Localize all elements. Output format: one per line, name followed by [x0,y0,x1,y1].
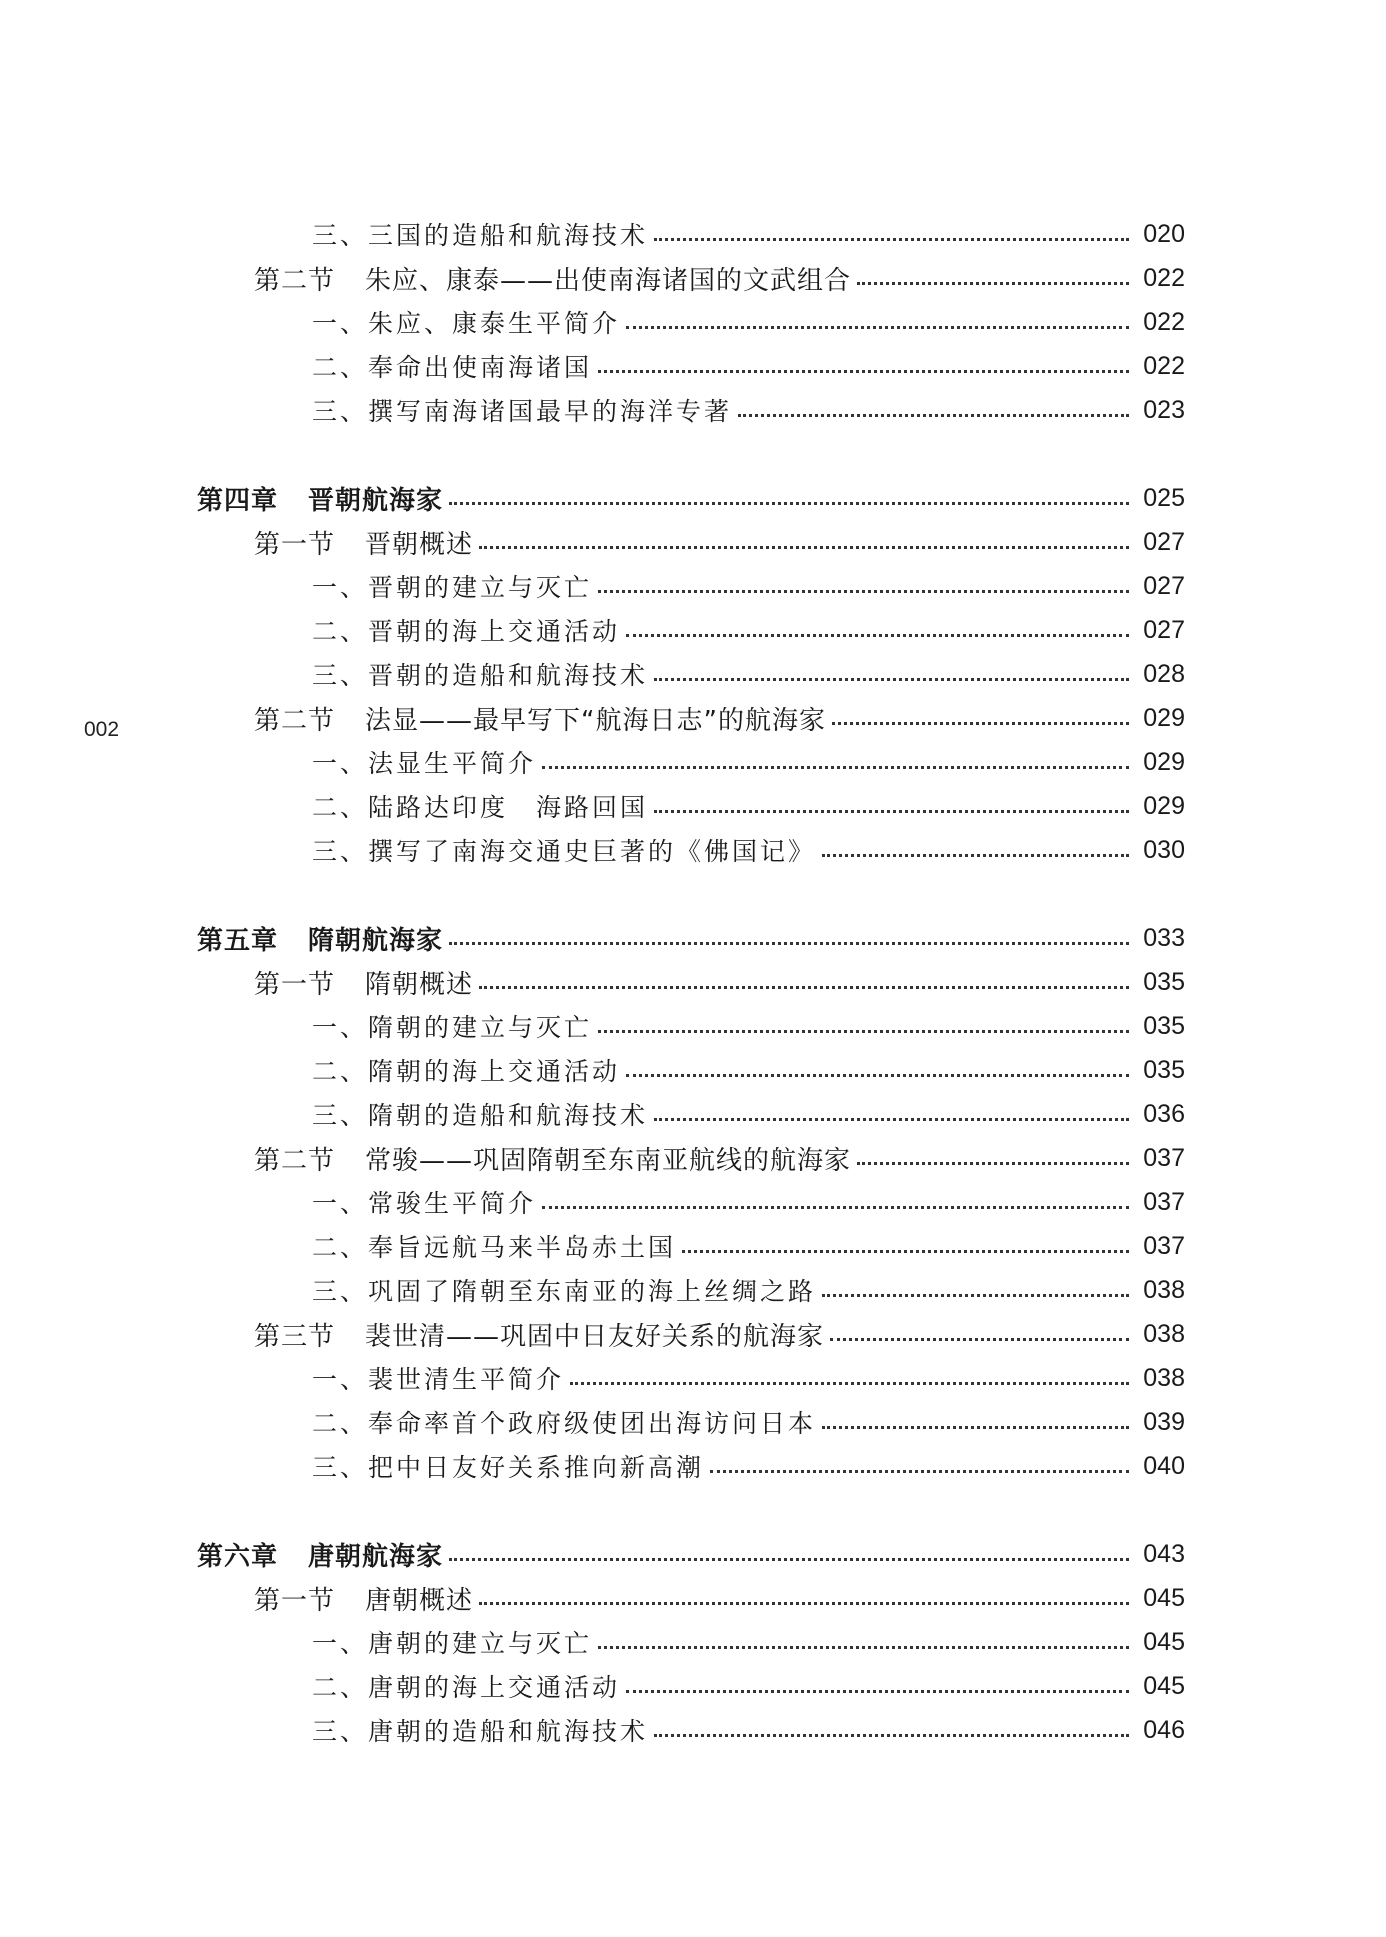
dot-leader [738,414,1129,417]
toc-item-title [312,656,648,692]
dot-leader [682,1250,1129,1253]
toc-section-label: 第二节 [254,1145,336,1176]
toc-item-text: 二、奉命出使南海诸国 [312,353,593,382]
toc-item-text: 一、晋朝的建立与灭亡 [312,573,593,602]
dot-leader [822,854,1129,857]
dot-leader [449,502,1129,505]
dot-leader [857,282,1129,285]
toc-section-label: 第一节 [254,969,336,1000]
toc-item-title [312,1360,564,1396]
toc-item-title [312,1096,648,1132]
dot-leader [822,1426,1129,1429]
toc-page-number: 036 [1143,1099,1185,1128]
toc-item-text: 一、唐朝的建立与灭亡 [312,1629,593,1658]
dot-leader [654,678,1129,681]
toc-page-number: 038 [1143,1319,1185,1348]
toc-item-text: 一、法显生平简介 [312,749,537,778]
toc-page-number: 045 [1143,1583,1185,1612]
toc-chapter-row[interactable] [197,918,1185,958]
toc-item-text: 一、常骏生平简介 [312,1189,537,1218]
toc-chapter-title [197,480,443,517]
toc-item-text: 一、朱应、康泰生平简介 [312,309,621,338]
toc-page-number: 029 [1143,747,1185,776]
toc-item-row[interactable] [312,786,1185,826]
toc-item-title [312,612,620,648]
dot-leader [832,722,1129,725]
toc-section-title [254,1316,824,1353]
toc-item-text: 三、三国的造船和航海技术 [312,221,649,250]
toc-page-number: 035 [1143,1055,1185,1084]
toc-page-number: 020 [1143,219,1185,248]
dot-leader [449,942,1129,945]
toc-item-row[interactable] [312,1710,1185,1750]
toc-item-text: 二、奉旨远航马来半岛赤土国 [312,1233,677,1262]
toc-section-label: 第二节 [254,265,336,296]
toc-item-title [312,216,648,252]
dot-leader [598,1030,1129,1033]
toc-page-number: 027 [1143,527,1185,556]
toc-chapter-title [197,1536,443,1573]
dot-leader [479,986,1129,989]
toc-item-text: 三、撰写了南海交通史巨著的《佛国记》 [312,837,817,866]
toc-section-text: 唐朝概述 [365,1585,474,1616]
toc-page-number: 040 [1143,1451,1185,1480]
dot-leader [830,1338,1129,1341]
dot-leader [857,1162,1129,1165]
toc-chapter-text: 唐朝航海家 [308,1541,444,1572]
toc-item-text: 二、奉命率首个政府级使团出海访问日本 [312,1409,817,1438]
toc-item-text: 二、唐朝的海上交通活动 [312,1673,621,1702]
toc-item-text: 三、撰写南海诸国最早的海洋专著 [312,397,733,426]
toc-item-text: 一、隋朝的建立与灭亡 [312,1013,593,1042]
toc-item-title [312,1008,592,1044]
toc-item-text: 二、陆路达印度 海路回国 [312,793,649,822]
toc-page-number: 027 [1143,615,1185,644]
toc-item-text: 二、晋朝的海上交通活动 [312,617,621,646]
toc-page-number: 029 [1143,703,1185,732]
toc-item-row[interactable] [312,830,1185,870]
toc-page-number: 038 [1143,1275,1185,1304]
toc-page-number: 035 [1143,1011,1185,1040]
toc-item-row[interactable] [312,654,1185,694]
toc-section-text: 法显——最早写下“航海日志”的航海家 [365,705,826,736]
toc-section-label: 第二节 [254,705,336,736]
toc-page-number: 043 [1143,1539,1185,1568]
toc-item-title [312,1052,620,1088]
toc-item-text: 三、晋朝的造船和航海技术 [312,661,649,690]
toc-item-row[interactable] [312,1050,1185,1090]
toc-section-row[interactable] [254,522,1185,562]
toc-item-row[interactable] [312,1666,1185,1706]
dot-leader [654,810,1129,813]
toc-item-title [312,1712,648,1748]
toc-chapter-text: 隋朝航海家 [308,925,444,956]
toc-item-row[interactable] [312,1270,1185,1310]
dot-leader [542,1206,1129,1209]
page-number: 002 [84,718,120,741]
toc-page-number: 046 [1143,1715,1185,1744]
dot-leader [598,1646,1129,1649]
toc-section-label: 第一节 [254,529,336,560]
toc-page-number: 045 [1143,1627,1185,1656]
toc-chapter-label: 第五章 [197,925,279,956]
toc-item-title [312,1448,704,1484]
toc-section-text: 裴世清——巩固中日友好关系的航海家 [365,1321,825,1352]
toc-page-number: 022 [1143,307,1185,336]
toc-item-title [312,1184,536,1220]
toc-page-number: 037 [1143,1231,1185,1260]
toc-item-title [312,348,592,384]
toc-item-text: 二、隋朝的海上交通活动 [312,1057,621,1086]
toc-item-title [312,1668,620,1704]
toc-item-row[interactable] [312,1622,1185,1662]
dot-leader [570,1382,1129,1385]
toc-section-title [254,524,473,561]
toc-item-title [312,1272,816,1308]
toc-section-row[interactable] [254,698,1185,738]
dot-leader [626,1074,1129,1077]
toc-page-number: 029 [1143,791,1185,820]
toc-page-number: 030 [1143,835,1185,864]
toc-item-row[interactable] [312,1446,1185,1486]
toc-page-number: 022 [1143,351,1185,380]
toc-chapter-text: 晋朝航海家 [308,485,444,516]
toc-page-number: 023 [1143,395,1185,424]
toc-item-title [312,1404,816,1440]
toc-section-label: 第三节 [254,1321,336,1352]
dot-leader [598,590,1129,593]
dot-leader [542,766,1129,769]
toc-section-row[interactable] [254,1578,1185,1618]
toc-item-text: 三、隋朝的造船和航海技术 [312,1101,649,1130]
toc-page-number: 037 [1143,1143,1185,1172]
toc-item-row[interactable] [312,1402,1185,1442]
toc-section-text: 隋朝概述 [365,969,474,1000]
dot-leader [822,1294,1129,1297]
toc-item-row[interactable] [312,346,1185,386]
dot-leader [654,238,1129,241]
toc-page-number: 025 [1143,483,1185,512]
toc-item-row[interactable] [312,566,1185,606]
toc-item-title [312,304,620,340]
toc-section-text: 常骏——巩固隋朝至东南亚航线的航海家 [365,1145,852,1176]
dot-leader [654,1734,1129,1737]
toc-item-row[interactable] [312,1226,1185,1266]
toc-section-row[interactable] [254,1138,1185,1178]
toc-item-title [312,744,536,780]
toc-item-text: 三、巩固了隋朝至东南亚的海上丝绸之路 [312,1277,817,1306]
toc-section-title [254,1580,473,1617]
toc-item-title [312,788,648,824]
toc-item-row[interactable] [312,1358,1185,1398]
toc-page-number: 037 [1143,1187,1185,1216]
toc-page-number: 035 [1143,967,1185,996]
dot-leader [654,1118,1129,1121]
toc-item-row[interactable] [312,742,1185,782]
toc-section-row[interactable] [254,258,1185,298]
toc-section-title [254,700,826,737]
toc-section-title [254,964,473,1001]
toc-section-label: 第一节 [254,1585,336,1616]
dot-leader [626,326,1129,329]
toc-chapter-label: 第六章 [197,1541,279,1572]
toc-item-title [312,392,732,428]
dot-leader [479,1602,1129,1605]
toc-item-title [312,568,592,604]
toc-page-number: 039 [1143,1407,1185,1436]
dot-leader [626,1690,1129,1693]
toc-item-row[interactable] [312,1094,1185,1134]
toc-item-row[interactable] [312,390,1185,430]
toc-page-number: 027 [1143,571,1185,600]
toc-section-text: 朱应、康泰——出使南海诸国的文武组合 [365,265,852,296]
dot-leader [710,1470,1129,1473]
toc-section-title [254,260,851,297]
toc-item-row[interactable] [312,1182,1185,1222]
toc-item-row[interactable] [312,302,1185,342]
toc-chapter-label: 第四章 [197,485,279,516]
toc-section-row[interactable] [254,1314,1185,1354]
toc-chapter-row[interactable] [197,1534,1185,1574]
toc-item-row[interactable] [312,1006,1185,1046]
toc-page-number: 045 [1143,1671,1185,1700]
toc-item-text: 三、把中日友好关系推向新高潮 [312,1453,705,1482]
dot-leader [449,1558,1129,1561]
toc-item-row[interactable] [312,610,1185,650]
dot-leader [479,546,1129,549]
toc-section-title [254,1140,851,1177]
toc-item-title [312,1624,592,1660]
toc-chapter-row[interactable] [197,478,1185,518]
toc-page-number: 033 [1143,923,1185,952]
toc-item-title [312,832,816,868]
toc-page-number: 038 [1143,1363,1185,1392]
toc-page-number: 028 [1143,659,1185,688]
dot-leader [626,634,1129,637]
toc-section-text: 晋朝概述 [365,529,474,560]
toc-item-title [312,1228,676,1264]
dot-leader [598,370,1129,373]
toc-item-text: 一、裴世清生平简介 [312,1365,565,1394]
toc-chapter-title [197,920,443,957]
toc-item-text: 三、唐朝的造船和航海技术 [312,1717,649,1746]
toc-section-row[interactable] [254,962,1185,1002]
toc-page-number: 022 [1143,263,1185,292]
toc-item-row[interactable] [312,214,1185,254]
